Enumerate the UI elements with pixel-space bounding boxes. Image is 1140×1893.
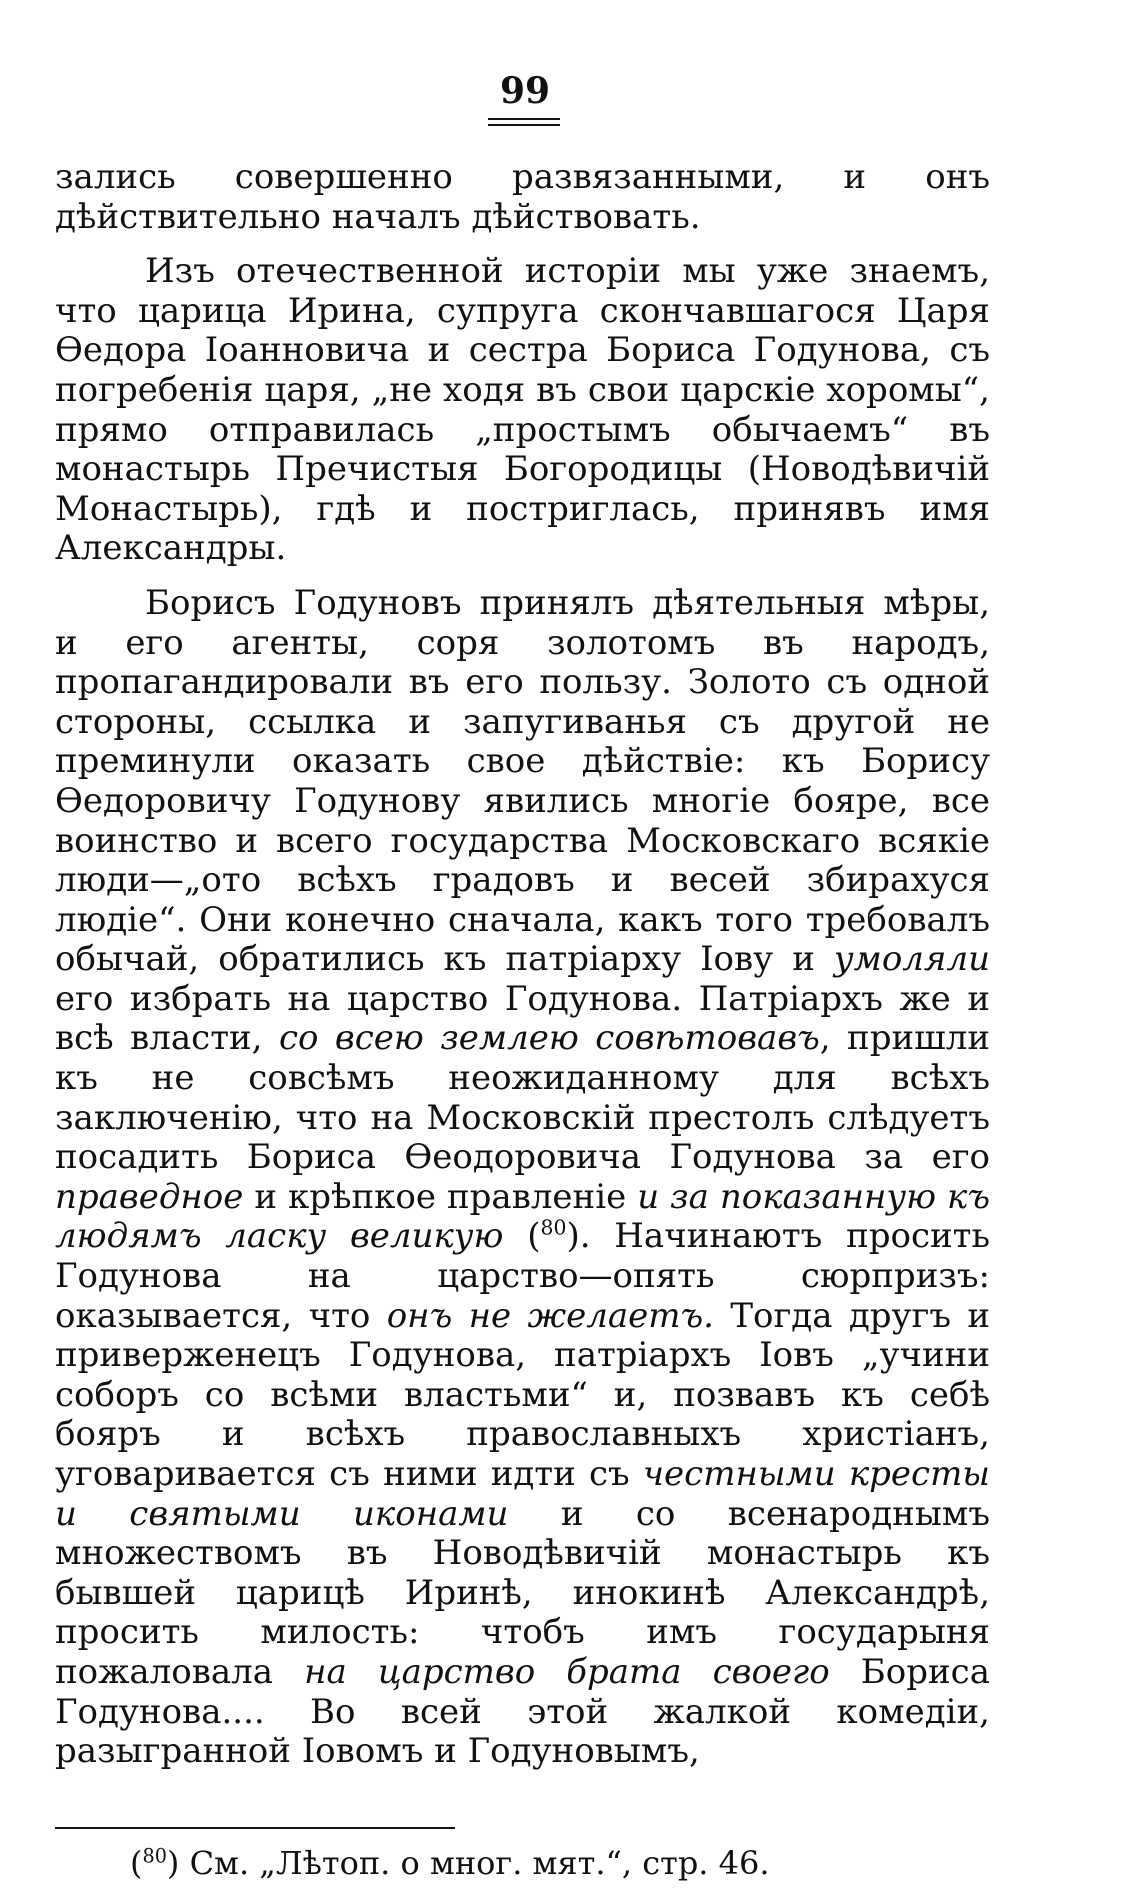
italic-text: и за показанную къ людямъ ласку великую bbox=[55, 1176, 990, 1257]
text-run: Изъ отечественной исторіи мы уже знаемъ, что царица Ирина, супруга скончавшагося Царя Ѳедора Іоанновича и сестра Бориса Годунова, съ погребенія царя, „не ходя въ свои царскіе хоромы“, прямо отправилась „простымъ обычаемъ“ въ монастырь Пречистыя Богородицы (Новодѣвичій Монастырь), гдѣ и постриглась, принявъ имя Александры. bbox=[55, 251, 990, 569]
footnote bbox=[130, 1843, 990, 1883]
body-text bbox=[55, 158, 990, 1772]
footnote-text: См. „Лѣтоп. о мног. мят.“, стр. 46. bbox=[179, 1844, 770, 1882]
page-number: 99 bbox=[499, 70, 551, 112]
text-run: Тогда другъ и приверженецъ Годунова, патріархъ Іовъ „учини соборъ со всѣми властьми“ и, позвавъ къ себѣ бояръ и всѣхъ православныхъ христіанъ, уговаривается съ ними идти съ bbox=[55, 1295, 990, 1494]
text-run: и крѣпкое правленіе bbox=[243, 1176, 638, 1217]
text-run: его избрать на царство Годунова. Патріархъ же и всѣ власти, bbox=[55, 978, 990, 1059]
text-run: ). Начинаютъ просить Годунова на царство—опять сюрпризъ: оказывается, что bbox=[55, 1216, 991, 1336]
italic-text: со всею землею совѣтовавъ bbox=[278, 1018, 820, 1059]
page-number-rule bbox=[488, 124, 560, 126]
footnote-close: ) bbox=[166, 1844, 180, 1882]
italic-text: праведное bbox=[55, 1176, 244, 1217]
text-run: , пришли къ не совсѣмъ неожиданному для всѣхъ заключенію, что на Московскій престолъ слѣдуетъ посадить Бориса Ѳеодоровича Годунова за его bbox=[55, 1018, 990, 1178]
text-run: ( bbox=[503, 1216, 541, 1257]
italic-text: честными кресты и святыми иконами bbox=[55, 1454, 990, 1534]
text-run: зались совершенно развязанными, и онъ дѣйствительно началъ дѣйствовать. bbox=[55, 157, 990, 237]
paragraph bbox=[55, 584, 990, 1772]
paragraph bbox=[55, 252, 990, 569]
italic-text: умоляли bbox=[833, 939, 990, 980]
italic-text: на царство брата своего bbox=[304, 1651, 830, 1692]
text-run: Борисъ Годуновъ принялъ дѣятельныя мѣры, и его агенты, соря золотомъ въ народъ, пропагандировали въ его пользу. Золото съ одной стороны, ссылка и запугиванья съ другой не преминули оказать свое дѣйствіе: къ Борису Ѳедоровичу Годунову явились многіе бояре, все воинство и всего государства Московскаго всякіе люди—„ото всѣхъ градовъ и весей збирахуся людіе“. Они конечно сначала, какъ того требовалъ обычай, обратились къ патріарху Іову и bbox=[55, 582, 990, 980]
text-run: и со всенароднымъ множествомъ въ Новодѣвичій монастырь къ бывшей царицѣ Иринѣ, инокинѣ Александрѣ, просить милость: чтобъ имъ государыня пожаловала bbox=[55, 1493, 990, 1692]
text-run: Бориса Годунова.... Во всей этой жалкой комедіи, разыгранной Іовомъ и Годуновымъ, bbox=[55, 1651, 990, 1772]
footnote-open: ( bbox=[130, 1844, 143, 1882]
footnote-rule bbox=[55, 1827, 455, 1829]
footnote-ref: 80 bbox=[540, 1216, 567, 1241]
footnote-number: 80 bbox=[142, 1844, 167, 1868]
page-number-rule bbox=[488, 118, 560, 120]
italic-text: онъ не желаетъ. bbox=[386, 1295, 714, 1336]
paragraph bbox=[55, 158, 990, 237]
